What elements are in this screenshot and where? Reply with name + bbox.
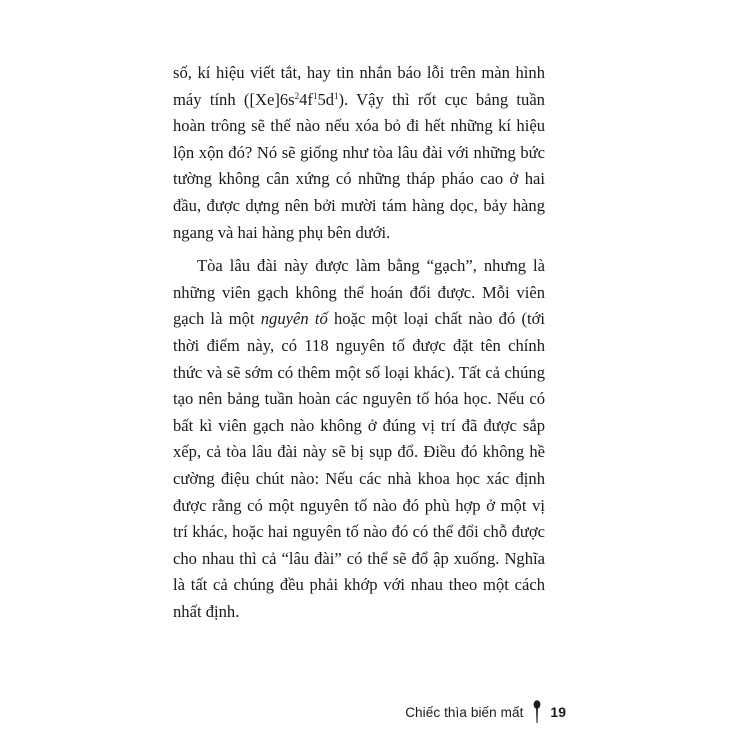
paragraph-2-part-2: hoặc một loại chất nào đó (tới thời điểm này, có 118 nguyên tố được đặt tên chính thức và sẽ sớm có thêm một số loại khác). Tất cả chúng tạo nên bảng tuần hoàn các nguyên tố hóa học. Nếu có bất kì viên gạch nào không ở đúng vị trí đã được sắp xếp, cả tòa lâu đài này sẽ bị sụp đổ. Điều đó không hề cường điệu chút nào: Nếu các nhà khoa học xác định được rằng có một nguyên tố nào đó phù hợp ở một vị trí khác, hoặc hai nguyên tố nào đó có thể đổi chỗ được cho nhau thì cả “lâu đài” có thể sẽ đổ ập xuống. Nghĩa là tất cả chúng đều phải khớp với nhau theo một cách nhất định. (173, 309, 545, 621)
paragraph-1-part-2: 4f (299, 89, 313, 109)
paragraph-1 (173, 60, 545, 246)
paragraph-1-part-3: 5d (317, 89, 335, 109)
spoon-icon (532, 700, 542, 724)
running-title: Chiếc thìa biến mất (405, 704, 524, 720)
superscript-3: 1 (334, 90, 339, 101)
superscript-2: 1 (312, 90, 318, 101)
italic-term: nguyên tố (260, 309, 328, 329)
page-footer (405, 700, 566, 724)
paragraph-2 (173, 253, 545, 625)
paragraph-1-part-4: ). Vậy thì rốt cục bảng tuần hoàn trông sẽ thế nào nếu xóa bỏ đi hết những kí hiệu lộn xộn đó? Nó sẽ giống như tòa lâu đài với những bức tường không cân xứng có những tháp pháo cao ở hai đầu, được dựng nên bởi mười tám hàng dọc, bảy hàng ngang và hai hàng phụ bên dưới. (173, 89, 545, 242)
paragraph-2-part-1: Tòa lâu đài này được làm bằng “gạch”, nhưng là những viên gạch không thể hoán đổi được. Mỗi viên gạch là một (173, 256, 545, 329)
page-number: 19 (550, 704, 566, 720)
superscript-1: 2 (294, 90, 300, 101)
paragraph-1-part-1: số, kí hiệu viết tắt, hay tin nhắn báo lỗi trên màn hình máy tính ([Xe]6s (173, 63, 545, 109)
body-text (173, 60, 545, 625)
